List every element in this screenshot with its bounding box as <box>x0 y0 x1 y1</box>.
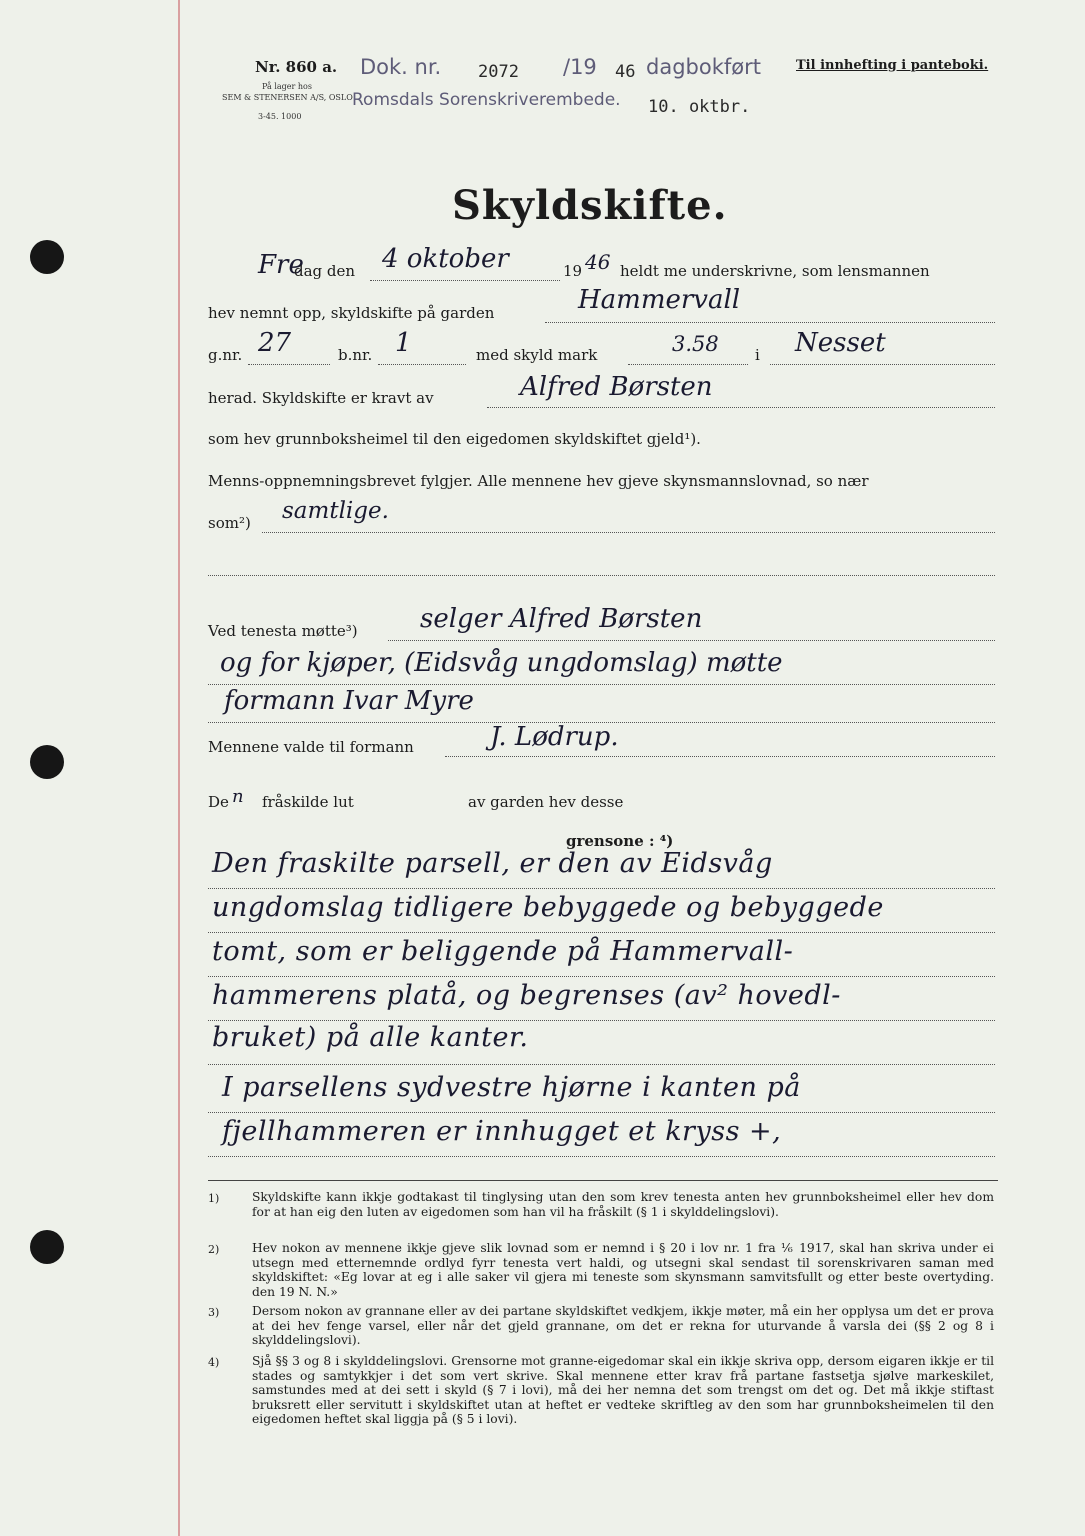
punch-hole-top <box>30 240 64 274</box>
footnote-1-number: 1) <box>208 1192 220 1205</box>
body-line-7 <box>208 1156 995 1157</box>
footnote-4-number: 4) <box>208 1356 220 1369</box>
printer-line-2: SEM & STENERSEN A/S, OSLO <box>222 93 353 102</box>
blank-line-1 <box>208 575 995 576</box>
body-hand-5: bruket) på alle kanter. <box>212 1022 529 1053</box>
footnote-3-text: Dersom nokon av grannane eller av dei partane skyldskiftet vedkjem, ikkje møter, må ein her opplysa um det er prova at dei hev fenge varsel, eller når det gjeld grannane, om det er rekna for uturvande å varsla dei (§§ 2 og 8 i skylddelingslovi). <box>252 1304 994 1348</box>
body-hand-2: ungdomslag tidligere bebyggede og bebyggede <box>212 892 884 923</box>
de-label: De <box>208 793 229 811</box>
ved-hand-3: formann Ivar Myre <box>224 686 474 716</box>
herad-hand: Nesset <box>795 328 886 358</box>
top-right-note: Til innhefting i panteboki. <box>796 58 989 73</box>
stamp-doc-number: 2072 <box>478 62 519 82</box>
som-field-line <box>262 532 995 533</box>
body-hand-7: fjellhammeren er innhugget et kryss +, <box>222 1116 782 1147</box>
som-label: som²) <box>208 514 251 532</box>
kravt-field-line <box>487 407 995 408</box>
heimel-line: som hev grunnboksheimel til den eigedomen skyldskiftet gjeld¹). <box>208 430 701 448</box>
gnr-field-line <box>248 364 330 365</box>
body-hand-4: hammerens platå, og begrenses (av² hovedl- <box>212 980 841 1011</box>
dag-den-label: dag den <box>294 262 356 280</box>
stamp-date: 10. oktbr. <box>648 97 751 117</box>
margin-rule <box>178 0 180 1536</box>
oppnemning-line: Menns-oppnemningsbrevet fylgjer. Alle mennene hev gjeve skynsmannslovnad, so nær <box>208 472 869 490</box>
date-field-line <box>370 280 560 281</box>
ved-field-line-1 <box>388 640 995 641</box>
printer-line-1: På lager hos <box>262 82 312 91</box>
printer-line-3: 3-45. 1000 <box>258 112 302 121</box>
som-hand: samtlige. <box>282 498 389 524</box>
fraskilde-label: fråskilde lut <box>262 793 354 811</box>
formann-label: Mennene valde til formann <box>208 738 414 756</box>
grensone-heading: grensone : ⁴) <box>566 832 674 850</box>
footnote-2-text: Hev nokon av mennene ikkje gjeve slik lovnad som er nemnd i § 20 i lov nr. 1 fra ⅙ 1917, skal han skriva under ei utsegn med etternemnde ordlyd fyrr tenesta vert haldi, og utsegni skal sendast til sorenskrivaren saman med skyldskiftet: «Eg lovar at eg i alle saker vil gjera mi teneste som skynsmann samvitsfullt og etter beste overtyding. den 19 N. N.» <box>252 1241 994 1299</box>
punch-hole-middle <box>30 745 64 779</box>
stamp-year: 46 <box>615 62 636 82</box>
body-line-2 <box>208 932 995 933</box>
bnr-hand: 1 <box>395 328 412 358</box>
gnr-hand: 27 <box>258 328 292 358</box>
year-prefix: 19 <box>563 262 583 280</box>
punch-hole-bottom <box>30 1230 64 1264</box>
footnote-2-number: 2) <box>208 1243 220 1256</box>
de-hand: n <box>232 786 244 807</box>
farm-name-hand: Hammervall <box>578 285 741 315</box>
kravt-label: herad. Skyldskifte er kravt av <box>208 389 434 407</box>
ved-field-line-2 <box>208 684 995 685</box>
i-label: i <box>755 346 760 364</box>
footnote-1-text: Skyldskifte kann ikkje godtakast til tinglysing utan den som krev tenesta anten hev grunnboksheimel eller hev dom for at han eig den luten av eigedomen som han vil ha fråskilt (§ 1 i skylddelingslovi). <box>252 1190 994 1219</box>
body-hand-3: tomt, som er beliggende på Hammervall- <box>212 936 794 967</box>
herad-field-line <box>770 364 995 365</box>
year-hand: 46 <box>585 250 611 274</box>
farm-field-line <box>545 322 995 323</box>
form-number: Nr. 860 a. <box>255 58 338 76</box>
av-garden-label: av garden hev desse <box>468 793 624 811</box>
stamp-year-prefix: /19 <box>563 55 597 79</box>
footnote-3-number: 3) <box>208 1306 220 1319</box>
body-line-1 <box>208 888 995 889</box>
body-line-4 <box>208 1020 995 1021</box>
stamp-dok-label: Dok. nr. <box>360 55 442 79</box>
date-hand: 4 oktober <box>382 244 509 274</box>
footnote-separator <box>208 1180 998 1181</box>
ved-hand-1: selger Alfred Børsten <box>420 604 703 634</box>
line1-rest: heldt me underskrivne, som lensmannen <box>620 262 930 280</box>
body-line-6 <box>208 1112 995 1113</box>
body-line-3 <box>208 976 995 977</box>
ved-hand-2: og for kjøper, (Eidsvåg ungdomslag) møtte <box>220 648 783 678</box>
garden-label: hev nemnt opp, skyldskifte på garden <box>208 304 495 322</box>
gnr-label: g.nr. <box>208 346 243 364</box>
stamp-office: Romsdals Sorenskriverembede. <box>352 90 621 110</box>
document-title: Skyldskifte. <box>452 182 728 229</box>
body-hand-6: I parsellens sydvestre hjørne i kanten på <box>222 1072 801 1103</box>
body-line-5 <box>208 1064 995 1065</box>
skyld-field-line <box>628 364 748 365</box>
stamp-dagbokfort: dagbokført <box>646 55 761 79</box>
bnr-field-line <box>378 364 466 365</box>
bnr-label: b.nr. <box>338 346 373 364</box>
body-hand-1: Den fraskilte parsell, er den av Eidsvåg <box>212 848 773 879</box>
weekday-prefix-hand: Fre <box>258 250 304 280</box>
ved-tenesta-label: Ved tenesta møtte³) <box>208 622 358 640</box>
formann-field-line <box>445 756 995 757</box>
kravt-hand: Alfred Børsten <box>520 372 713 402</box>
footnote-4-text: Sjå §§ 3 og 8 i skylddelingslovi. Grensorne mot granne-eigedomar skal ein ikkje skriva opp, dersom eigaren ikkje er til stades og samtykkjer i det som vert skrive. Skal mennene etter krav frå partane fastsetja sjølve markeskilet, samstundes med at dei sett i skyld (§ 7 i lovi), må dei her nemna det som trengst om det og. Det må ikkje stiftast bruksrett eller servitutt i skyldskiftet utan at heftet er vedteke skriftleg av den som har grunnboksheimelen til den eigedomen heftet skal liggja på (§ 5 i lovi). <box>252 1354 994 1427</box>
formann-hand: J. Lødrup. <box>490 722 619 752</box>
skyld-hand: 3.58 <box>672 332 719 356</box>
skyld-label: med skyld mark <box>476 346 598 364</box>
